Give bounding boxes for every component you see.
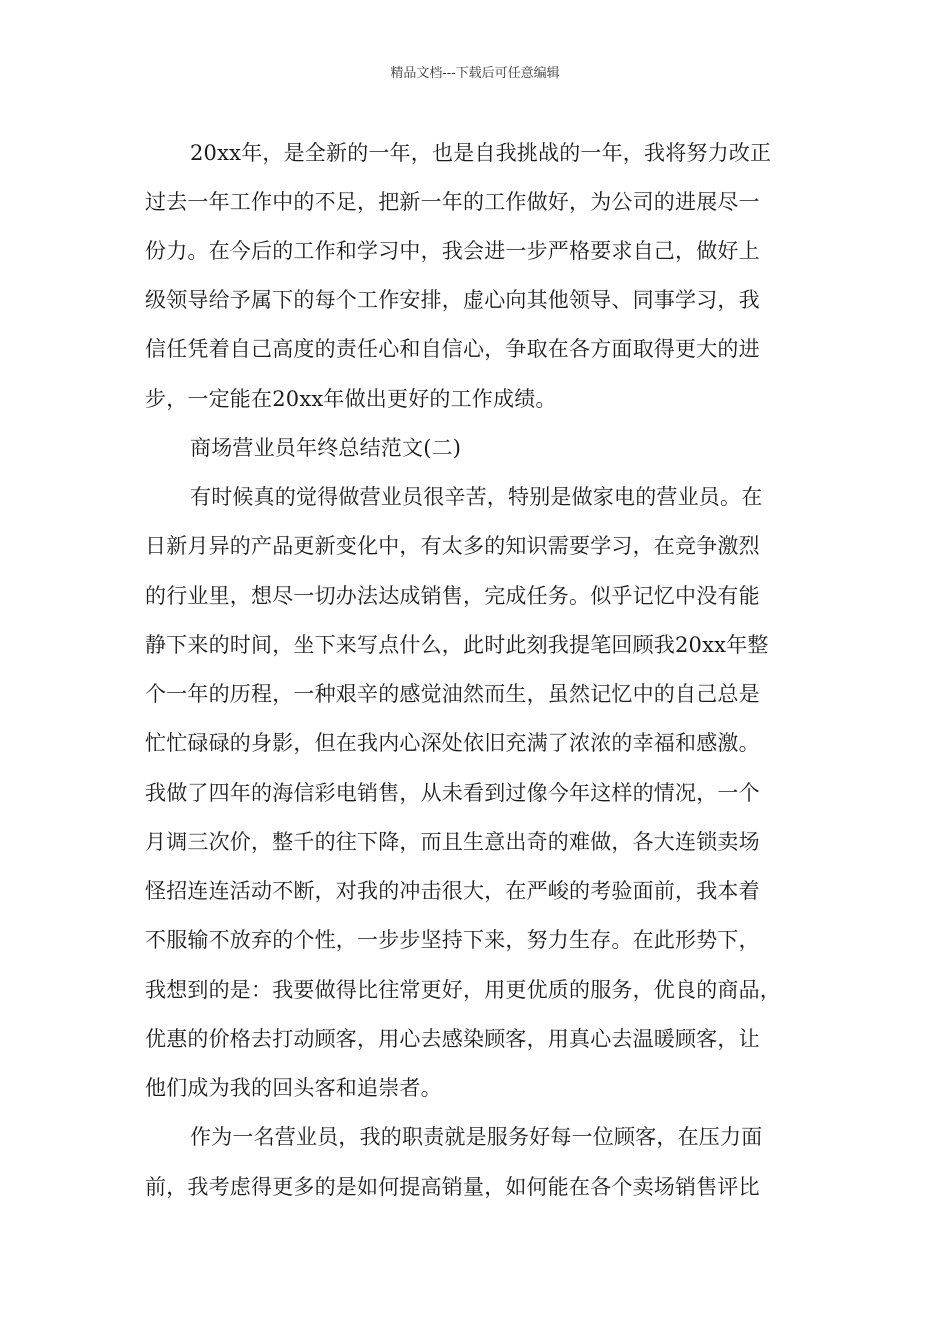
text-line: 个一年的历程，一种艰辛的感觉油然而生，虽然记忆中的自己总是 <box>145 682 760 706</box>
text-line: 20xx年，是全新的一年，也是自我挑战的一年，我将努力改正 <box>190 141 772 165</box>
text-line: 忙忙碌碌的身影，但在我内心深处依旧充满了浓浓的幸福和感激。 <box>145 731 760 755</box>
text-line: 级领导给予属下的每个工作安排，虚心向其他领导、同事学习，我 <box>145 288 760 312</box>
text-line: 怪招连连活动不断，对我的冲击很大，在严峻的考验面前，我本着 <box>145 879 760 903</box>
text-line: 份力。在今后的工作和学习中，我会进一步严格要求自己，做好上 <box>145 239 760 263</box>
text-line: 过去一年工作中的不足，把新一年的工作做好，为公司的进展尽一 <box>145 190 760 214</box>
section-title: 商场营业员年终总结范文(二) <box>190 436 462 460</box>
text-line: 不服输不放弃的个性，一步步坚持下来，努力生存。在此形势下， <box>145 928 760 952</box>
text-line: 他们成为我的回头客和追崇者。 <box>145 1076 442 1100</box>
text-line: 优惠的价格去打动顾客，用心去感染顾客，用真心去温暖顾客，让 <box>145 1027 760 1051</box>
text-line: 静下来的时间，坐下来写点什么，此时此刻我提笔回顾我20xx年整 <box>145 633 769 657</box>
text-line: 月调三次价，整千的往下降，而且生意出奇的难做，各大连锁卖场 <box>145 830 760 854</box>
text-line: 有时候真的觉得做营业员很辛苦，特别是做家电的营业员。在 <box>190 485 763 509</box>
text-line: 我做了四年的海信彩电销售，从未看到过像今年这样的情况，一个 <box>145 781 760 805</box>
text-line: 的行业里，想尽一切办法达成销售，完成任务。似乎记忆中没有能 <box>145 584 760 608</box>
text-line: 我想到的是：我要做得比往常更好，用更优质的服务，优良的商品， <box>145 978 781 1002</box>
text-line: 信任凭着自己高度的责任心和自信心，争取在各方面取得更大的进 <box>145 337 760 361</box>
page-header: 精品文档---下载后可任意编辑 <box>390 66 560 81</box>
text-line: 作为一名营业员，我的职责就是服务好每一位顾客，在压力面 <box>190 1125 763 1149</box>
text-line: 日新月异的产品更新变化中，有太多的知识需要学习，在竞争激烈 <box>145 534 760 558</box>
text-line: 前，我考虑得更多的是如何提高销量，如何能在各个卖场销售评比 <box>145 1175 760 1199</box>
text-line: 步，一定能在20xx年做出更好的工作成绩。 <box>145 387 557 411</box>
